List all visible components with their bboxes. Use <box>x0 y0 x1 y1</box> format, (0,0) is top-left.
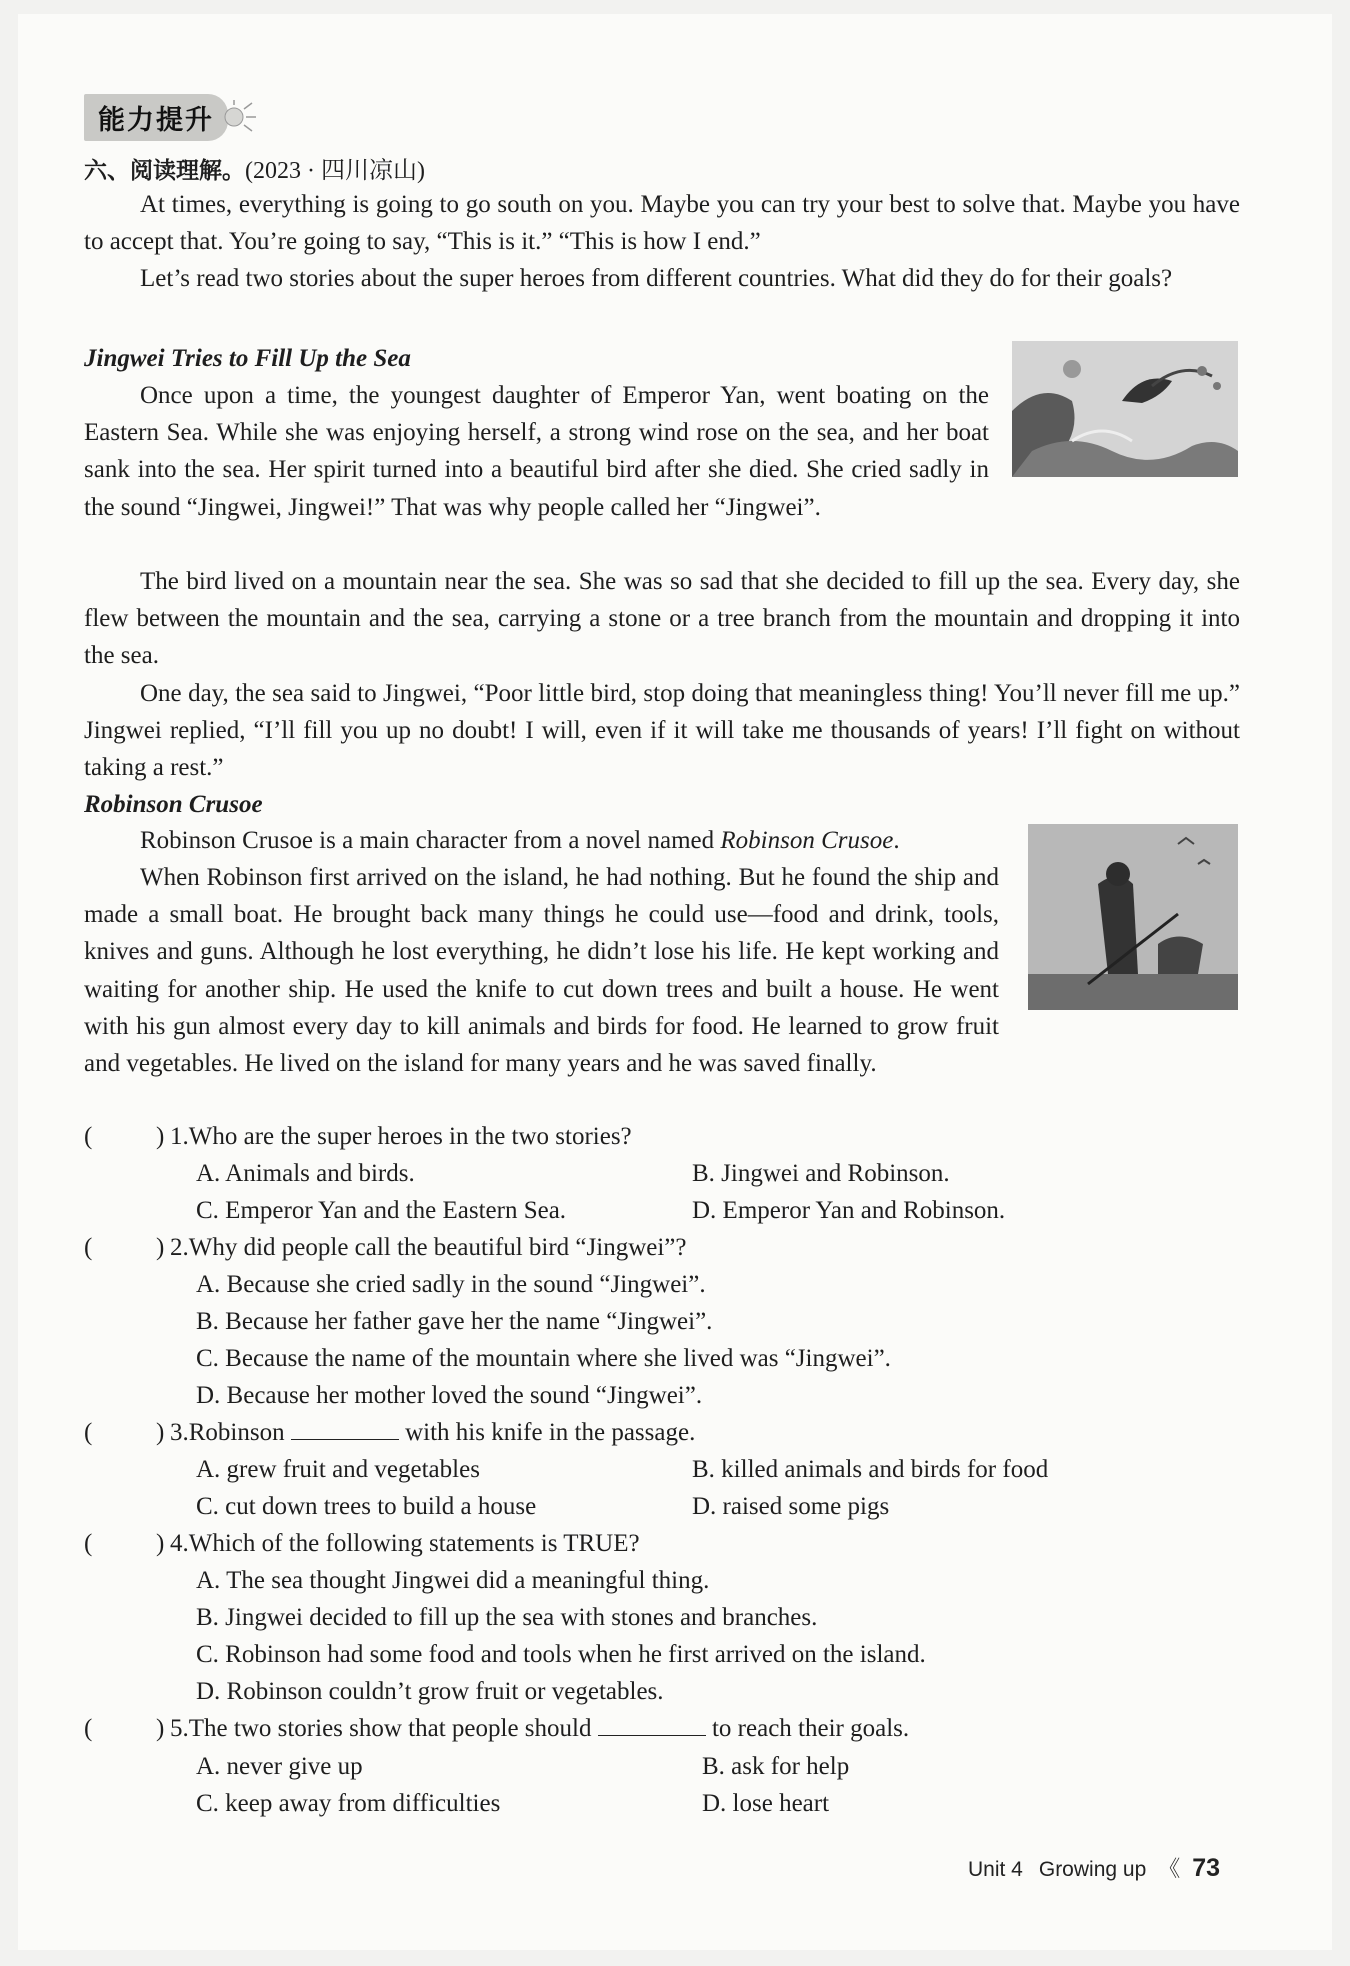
story1-paragraph: The bird lived on a mountain near the sea. She was so sad that she decided to fill up the sea. Every day, she flew between the mountain and the sea, carrying a stone or a tree branch from the mountain and dropping it into the sea. <box>84 568 1240 670</box>
story2-p1-end: . <box>893 827 900 854</box>
footer-topic: Growing up <box>1038 1858 1147 1881</box>
story2-title <box>84 786 1240 823</box>
option[interactable]: A. never give up <box>196 1753 363 1780</box>
sun-icon <box>222 99 258 135</box>
double-chevron-left-icon: 《 <box>1158 1856 1181 1881</box>
story1-rest <box>84 563 1240 786</box>
intro-paragraph: At times, everything is going to go south on you. Maybe you can try your best to solve that. Maybe you have to accept that. You’re going to say, “This is it.” “This is how I end.” <box>84 191 1240 256</box>
answer-bracket[interactable]: ( <box>84 1123 93 1150</box>
answer-bracket[interactable]: ( <box>84 1234 93 1261</box>
section-heading-text: 六、阅读理解。 <box>84 158 245 184</box>
option[interactable]: D. Because her mother loved the sound “Jingwei”. <box>196 1382 703 1409</box>
option[interactable]: A. grew fruit and vegetables <box>196 1456 480 1483</box>
story1-title-text: Jingwei Tries to Fill Up the Sea <box>84 345 411 372</box>
story2-para2 <box>84 859 1004 1083</box>
question-text: 4.Which of the following statements is TRUE? <box>170 1530 640 1557</box>
option[interactable]: C. Because the name of the mountain where she lived was “Jingwei”. <box>196 1345 891 1372</box>
section-badge <box>84 94 266 140</box>
option[interactable]: B. Jingwei and Robinson. <box>692 1160 950 1187</box>
option[interactable]: C. keep away from difficulties <box>196 1790 501 1817</box>
fill-blank[interactable] <box>598 1713 706 1736</box>
story1-para1-wrap <box>84 377 989 526</box>
question-text: 5.The two stories show that people should to reach their goals. <box>170 1715 910 1742</box>
option[interactable]: B. ask for help <box>702 1753 850 1780</box>
option[interactable]: B. Jingwei decided to fill up the sea with stones and branches. <box>196 1604 818 1631</box>
option[interactable]: A. Animals and birds. <box>196 1160 415 1187</box>
section-badge-label: 能力提升 <box>84 94 228 141</box>
intro <box>84 186 1240 298</box>
question-text: 3.Robinson with his knife in the passage. <box>170 1419 696 1446</box>
section-source: (2023 · 四川凉山) <box>245 158 425 184</box>
jingwei-illustration <box>1012 341 1238 477</box>
option[interactable]: D. Robinson couldn’t grow fruit or vegetables. <box>196 1678 664 1705</box>
answer-bracket[interactable]: ( <box>84 1530 93 1557</box>
story1-paragraph: One day, the sea said to Jingwei, “Poor little bird, stop doing that meaningless thing! You’ll never fill me up.” Jingwei replied, “I’ll fill you up no doubt! I will, even if it will take me thousands of years! I’ll fight on without taking a rest.” <box>84 679 1240 782</box>
intro-paragraph: Let’s read two stories about the super heroes from different countries. What did they do for their goals? <box>140 265 1173 293</box>
story2-paragraph1 <box>84 822 1004 859</box>
page-number: 73 <box>1192 1854 1221 1882</box>
option[interactable]: B. killed animals and birds for food <box>692 1456 1049 1483</box>
option[interactable]: C. Emperor Yan and the Eastern Sea. <box>196 1197 567 1224</box>
novel-title: Robinson Crusoe <box>720 827 894 854</box>
story1-paragraph: Once upon a time, the youngest daughter of Emperor Yan, went boating on the Eastern Sea. While she was enjoying herself, a strong wind rose on the sea, and her boat sank into the sea. Her spirit turned into a beautiful bird after she died. She cried sadly in the sound “Jingwei, Jingwei!” That was why people called her “Jingwei”. <box>84 382 989 521</box>
question-text: 1.Who are the super heroes in the two stories? <box>170 1123 632 1150</box>
footer-unit: Unit 4 <box>968 1858 1023 1881</box>
option[interactable]: D. raised some pigs <box>692 1493 890 1520</box>
option[interactable]: D. Emperor Yan and Robinson. <box>692 1197 1006 1224</box>
story2-title-text: Robinson Crusoe <box>84 791 263 818</box>
answer-bracket[interactable]: ( <box>84 1419 93 1446</box>
option[interactable]: C. Robinson had some food and tools when he first arrived on the island. <box>196 1641 926 1668</box>
fill-blank[interactable] <box>291 1417 399 1440</box>
option[interactable]: A. Because she cried sadly in the sound “Jingwei”. <box>196 1271 706 1298</box>
story2-body: When Robinson first arrived on the island, he had nothing. But he found the ship and made a small boat. He brought back many things he could use—food and drink, tools, knives and guns. Although he lost everything, he didn’t lose his life. He kept working and waiting for another ship. He used the knife to cut down trees and built a house. He went with his gun almost every day to kill animals and birds for food. He learned to grow fruit and vegetables. He lived on the island for many years and he was saved finally. <box>84 864 999 1078</box>
option[interactable]: B. Because her father gave her the name “Jingwei”. <box>196 1308 713 1335</box>
page-footer <box>968 1852 1220 1883</box>
answer-bracket[interactable]: ( <box>84 1715 93 1742</box>
question-text: 2.Why did people call the beautiful bird “Jingwei”? <box>170 1234 687 1261</box>
section-heading <box>84 150 425 185</box>
option[interactable]: D. lose heart <box>702 1790 830 1817</box>
story2-paras <box>84 822 1004 859</box>
story2-p1-text: Robinson Crusoe is a main character from a novel named <box>140 827 721 854</box>
option[interactable]: A. The sea thought Jingwei did a meaningful thing. <box>196 1567 710 1594</box>
option[interactable]: C. cut down trees to build a house <box>196 1493 537 1520</box>
